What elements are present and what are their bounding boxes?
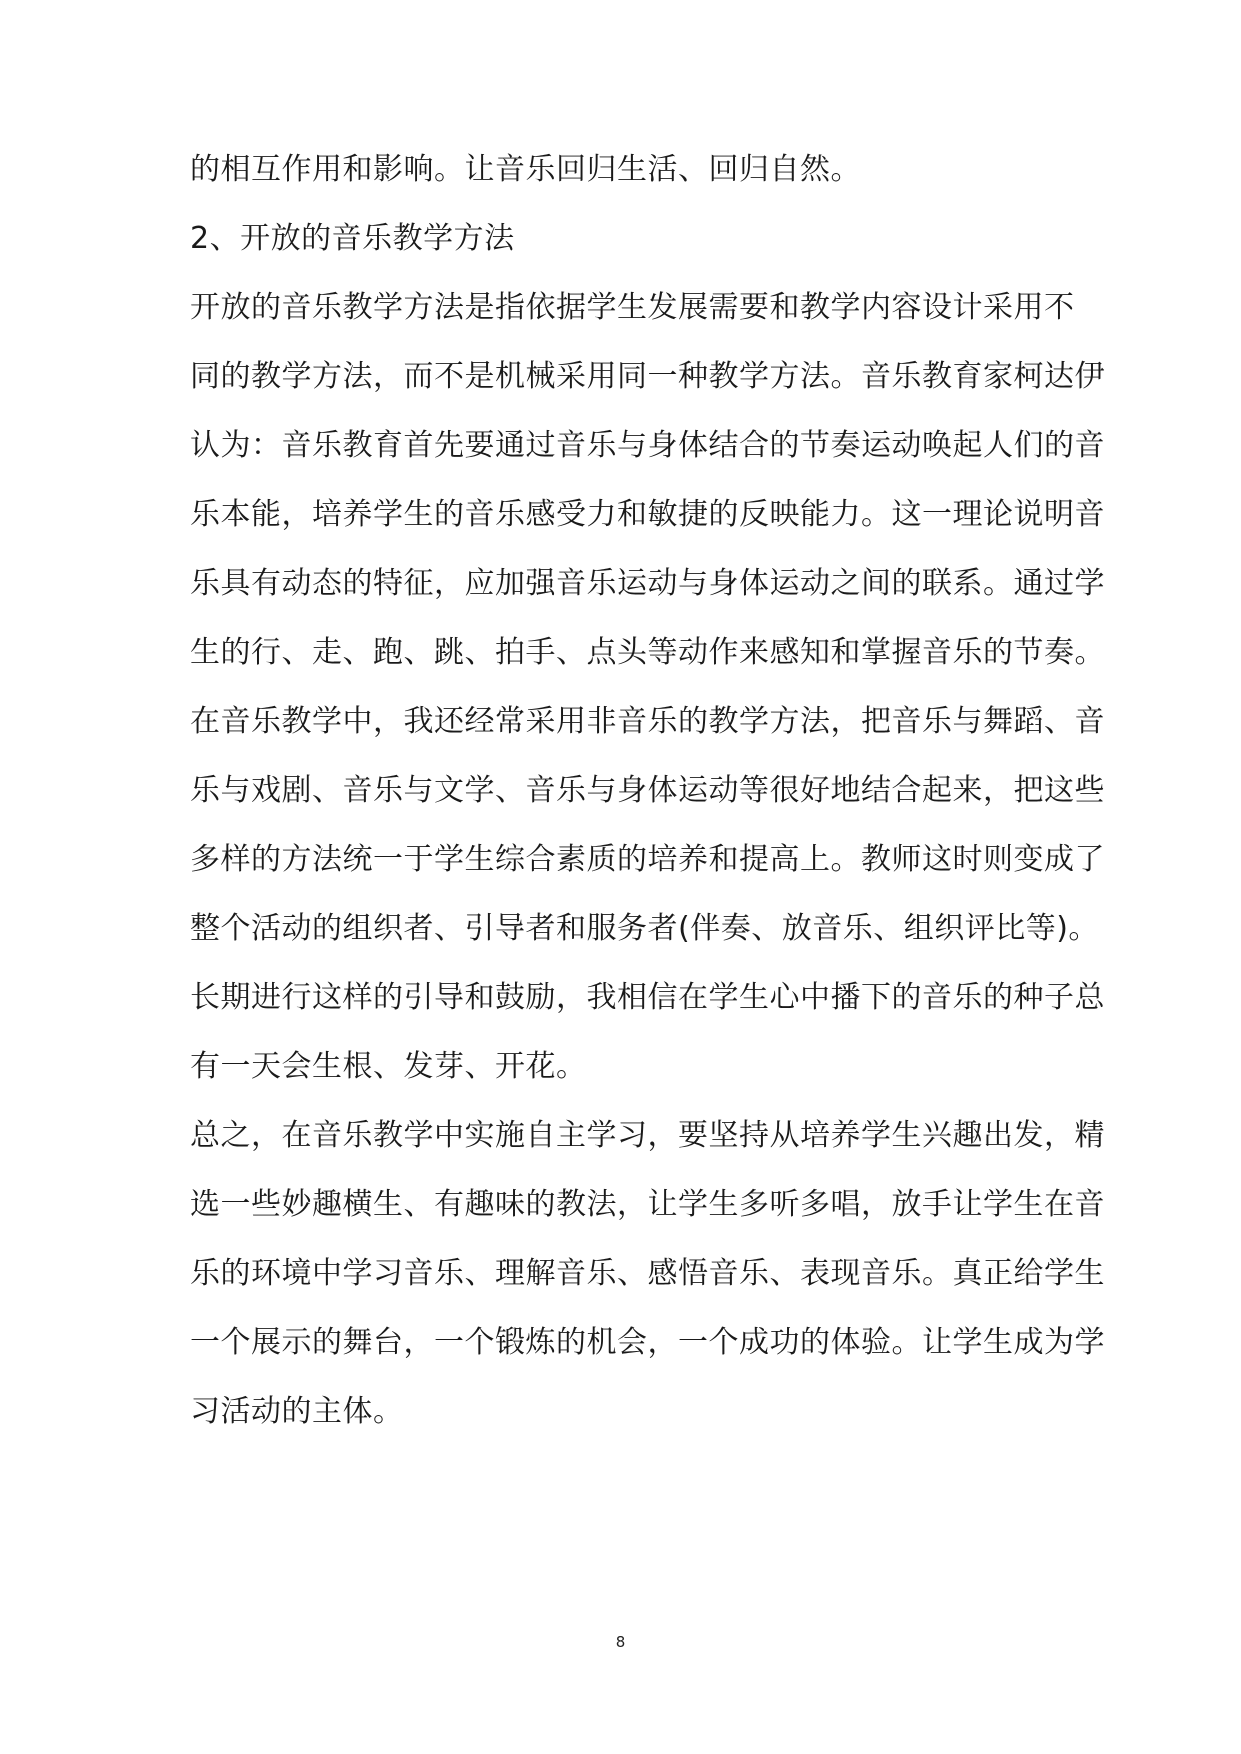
text-line: 习活动的主体。 xyxy=(190,1394,404,1429)
text-line: 长期进行这样的引导和鼓励，我相信在学生心中播下的音乐的种子总 xyxy=(190,980,1105,1015)
text-line: 生的行、走、跑、跳、拍手、点头等动作来感知和掌握音乐的节奏。 xyxy=(190,635,1105,670)
text-line: 乐本能，培养学生的音乐感受力和敏捷的反映能力。这一理论说明音 xyxy=(190,497,1105,532)
text-line: 总之，在音乐教学中实施自主学习，要坚持从培养学生兴趣出发，精 xyxy=(190,1118,1105,1153)
text-line: 在音乐教学中，我还经常采用非音乐的教学方法，把音乐与舞蹈、音 xyxy=(190,704,1105,739)
text-line: 多样的方法统一于学生综合素质的培养和提高上。教师这时则变成了 xyxy=(190,842,1105,877)
text-line: 的相互作用和影响。让音乐回归生活、回归自然。 xyxy=(190,152,861,187)
text-line: 乐与戏剧、音乐与文学、音乐与身体运动等很好地结合起来，把这些 xyxy=(190,773,1105,808)
text-line: 认为：音乐教育首先要通过音乐与身体结合的节奏运动唤起人们的音 xyxy=(190,428,1105,463)
text-line: 选一些妙趣横生、有趣味的教法，让学生多听多唱，放手让学生在音 xyxy=(190,1187,1105,1222)
text-line: 同的教学方法，而不是机械采用同一种教学方法。音乐教育家柯达伊 xyxy=(190,359,1105,394)
text-line: 乐的环境中学习音乐、理解音乐、感悟音乐、表现音乐。真正给学生 xyxy=(190,1256,1105,1291)
text-line: 乐具有动态的特征，应加强音乐运动与身体运动之间的联系。通过学 xyxy=(190,566,1105,601)
text-line: 开放的音乐教学方法是指依据学生发展需要和教学内容设计采用不 xyxy=(190,290,1075,325)
section-heading: 2、开放的音乐教学方法 xyxy=(190,221,515,256)
text-line: 一个展示的舞台，一个锻炼的机会，一个成功的体验。让学生成为学 xyxy=(190,1325,1105,1360)
text-line: 整个活动的组织者、引导者和服务者(伴奏、放音乐、组织评比等)。 xyxy=(190,911,1099,946)
text-line: 有一天会生根、发芽、开花。 xyxy=(190,1049,587,1084)
page-number: 8 xyxy=(615,1633,626,1651)
